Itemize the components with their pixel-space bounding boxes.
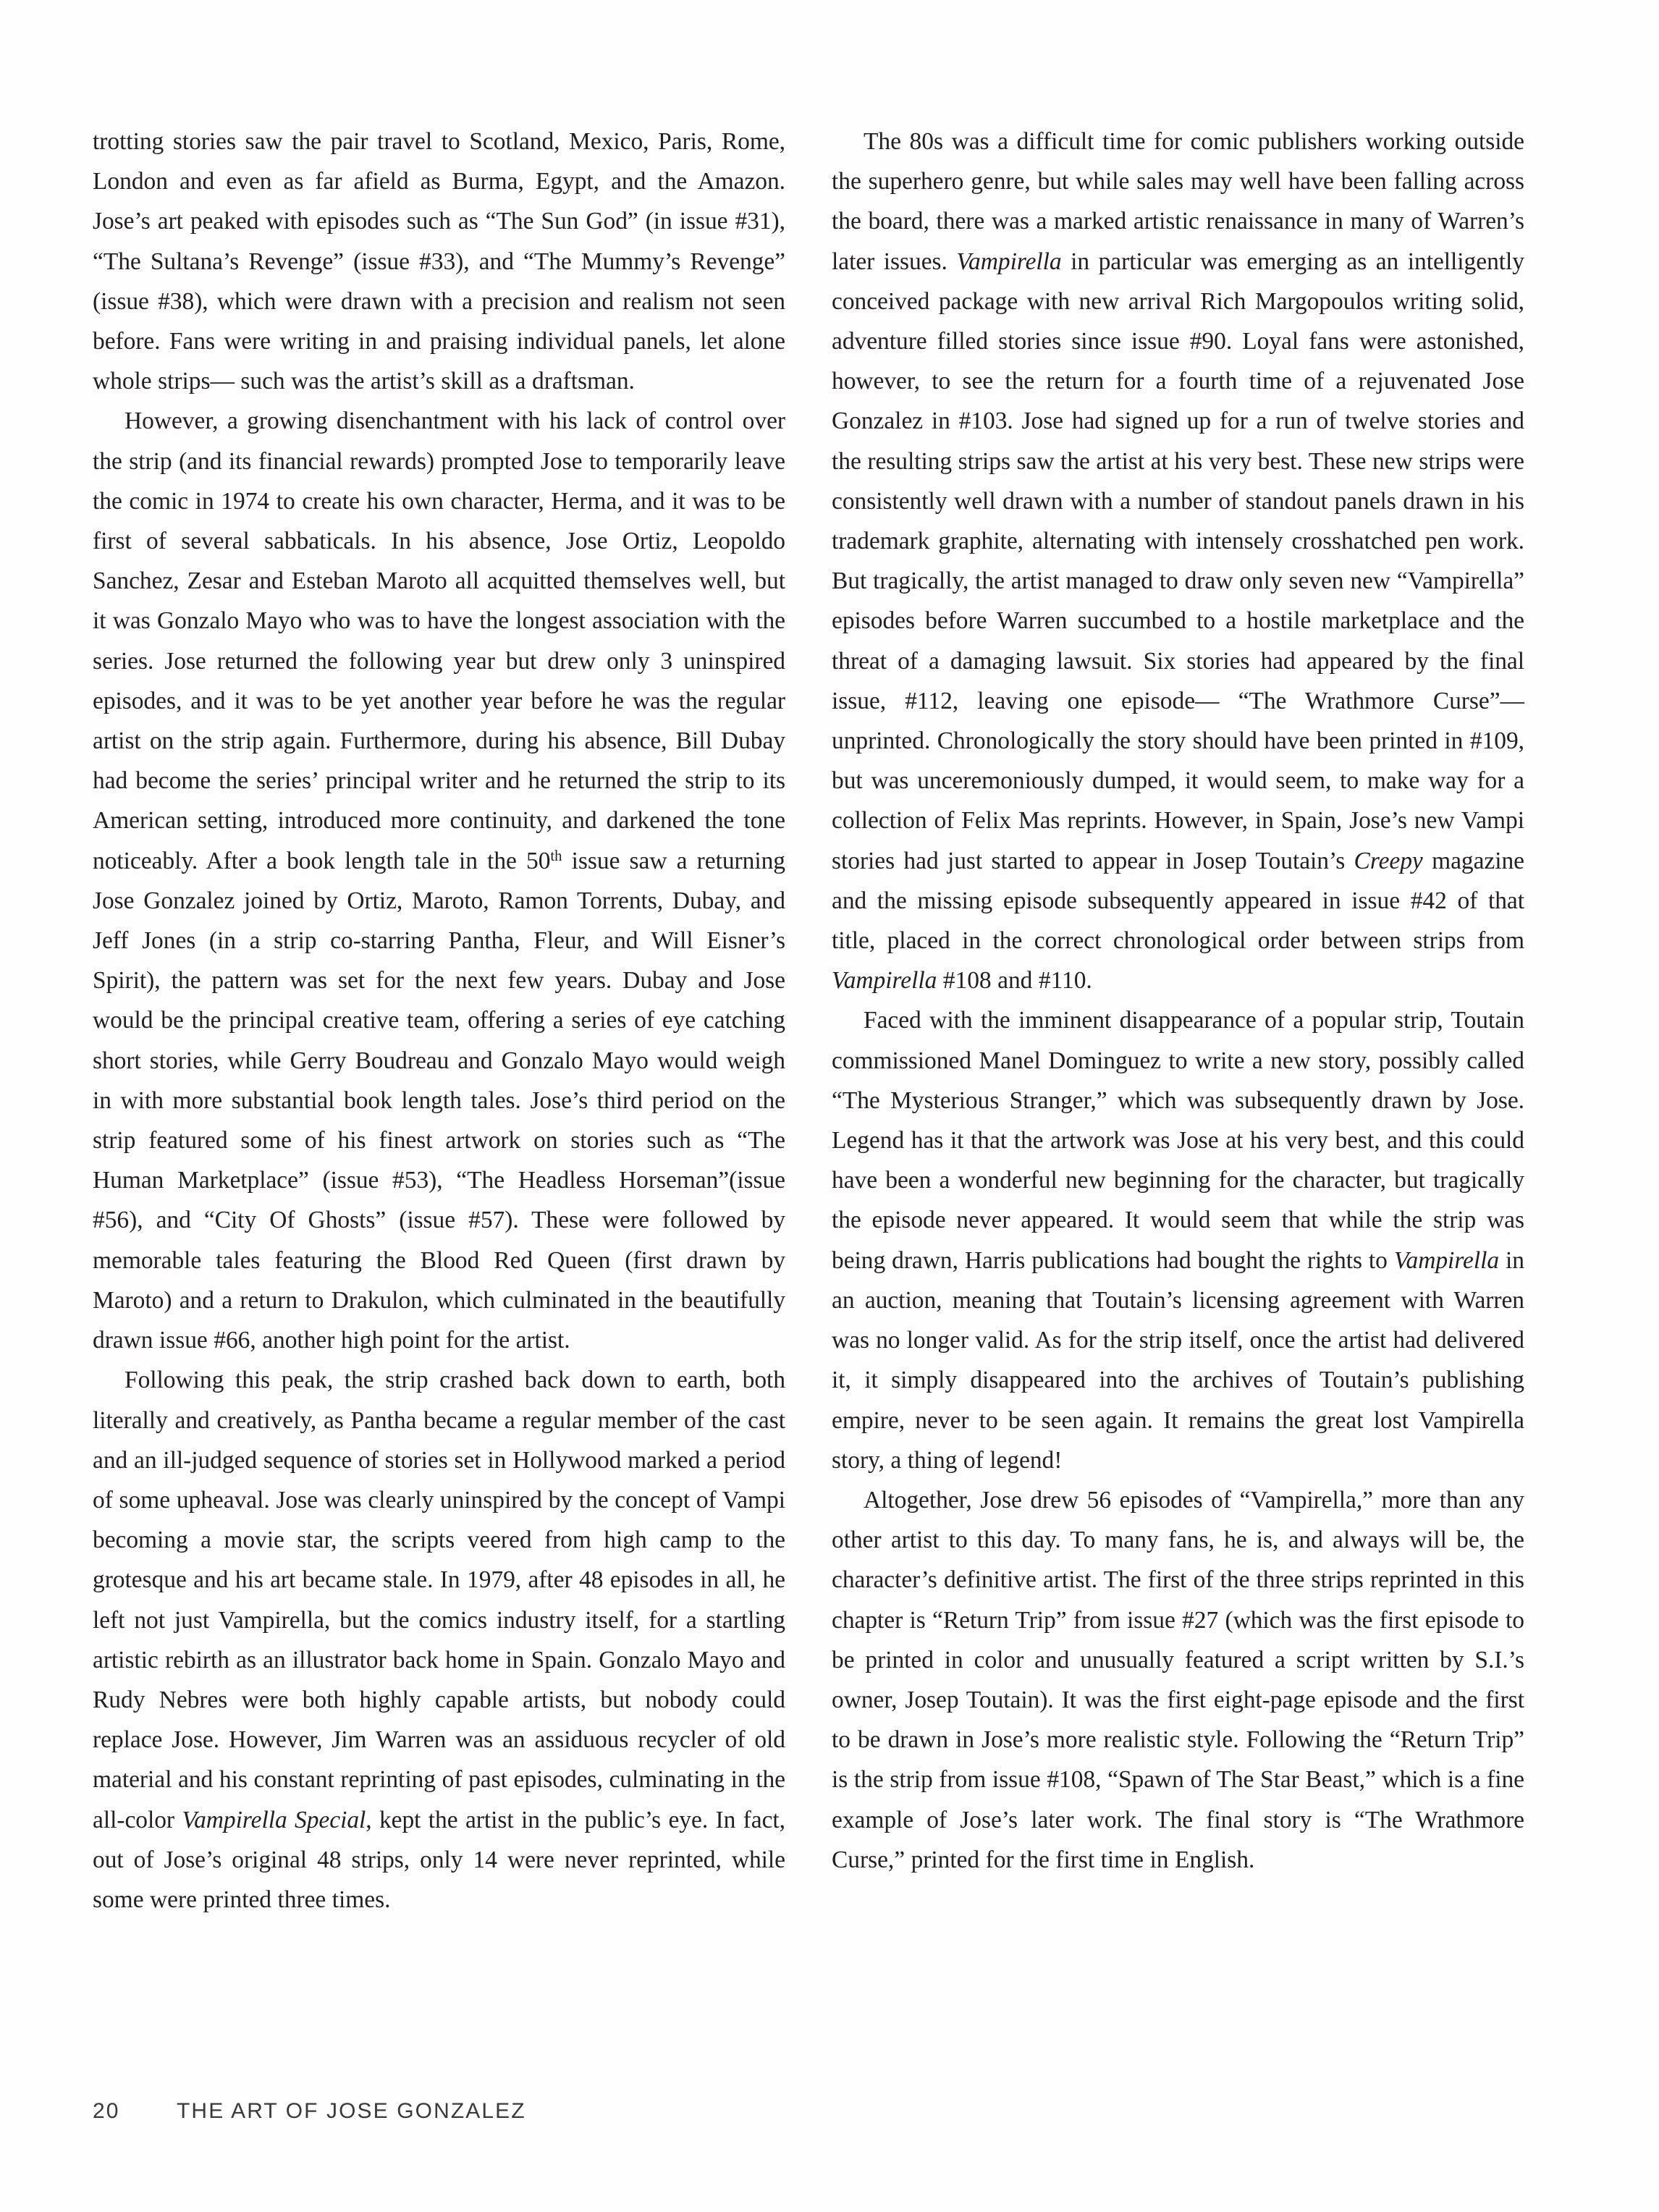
text-body: [93, 122, 1524, 1975]
italic-title: Creepy: [1354, 847, 1423, 874]
text-run: in an auction, meaning that Toutain’s licensing agreement with Warren was no longer valid. As for the strip itself, once the artist had delivered it, it simply disappeared into the archives of Toutain’s publishing empire, never to be seen again. It remains the great lost Vampirella story, a thing of legend!: [832, 1246, 1525, 1474]
ordinal-suffix: th: [550, 847, 562, 864]
text-run: However, a growing disenchantment with his lack of control over the strip (and its financial rewards) prompted Jose to temporarily leave the comic in 1974 to create his own character, Herma, and it was to be first of several sabbaticals. In his absence, Jose Ortiz, Leopoldo Sanchez, Zesar and Esteban Maroto all acquitted themselves well, but it was Gonzalo Mayo who was to have the longest association with the series. Jose returned the following year but drew only 3 uninspired episodes, and it was to be yet another year before he was the regular artist on the strip again. Furthermore, during his absence, Bill Dubay had become the series’ principal writer and he returned the strip to its American setting, introduced more continuity, and darkened the tone noticeably. After a book length tale in the 50: [93, 408, 785, 874]
text-run: issue saw a returning Jose Gonzalez joined by Ortiz, Maroto, Ramon Torrents, Dubay, and Jeff Jones (in a strip co-starring Pantha, Fleur, and Will Eisner’s Spirit), the pattern was set for the next few years. Dubay and Jose would be the principal creative team, offering a series of eye catching short stories, while Gerry Boudreau and Gonzalo Mayo would weigh in with more substantial book length tales. Jose’s third period on the strip featured some of his finest artwork on stories such as “The Human Marketplace” (issue #53), “The Headless Horseman”(issue #56), and “City Of Ghosts” (issue #57). These were followed by memorable tales featuring the Blood Red Queen (first drawn by Maroto) and a return to Drakulon, which culminated in the beautifully drawn issue #66, another high point for the artist.: [93, 847, 785, 1354]
paragraph: [93, 1360, 785, 1920]
page-footer: [93, 2099, 526, 2124]
running-title: THE ART OF JOSE GONZALEZ: [177, 2099, 526, 2123]
right-text-column: [832, 122, 1524, 1880]
italic-title: Vampirella: [832, 967, 937, 995]
text-run: trotting stories saw the pair travel to Scotland, Mexico, Paris, Rome, London and even as far afield as Burma, Egypt, and the Amazon. Jose’s art peaked with episodes such as “The Sun God” (in issue #31), “The Sultana’s Revenge” (issue #33), and “The Mummy’s Revenge” (issue #38), which were drawn with a precision and realism not seen before. Fans were writing in and praising individual panels, let alone whole strips— such was the artist’s skill as a draftsman.: [93, 128, 785, 395]
text-run: Faced with the imminent disappearance of a popular strip, Toutain commissioned Manel Dominguez to write a new story, possibly called “The Mysterious Stranger,” which was subsequently drawn by Jose. Legend has it that the artwork was Jose at his very best, and this could have been a wonderful new beginning for the character, but tragically the episode never appeared. It would seem that while the strip was being drawn, Harris publications had bought the rights to: [832, 1007, 1524, 1274]
text-run: #108 and #110.: [937, 967, 1092, 995]
page-number: 20: [93, 2099, 120, 2123]
paragraph: [93, 401, 785, 1360]
paragraph: [93, 122, 785, 401]
paragraph: [832, 122, 1524, 1000]
text-run: Following this peak, the strip crashed back down to earth, both literally and creatively, as Pantha became a regular member of the cast and an ill-judged sequence of stories set in Hollywood marked a period of some upheaval. Jose was clearly uninspired by the concept of Vampi becoming a movie star, the scripts veered from high camp to the grotesque and his art became stale. In 1979, after 48 episodes in all, he left not just Vampirella, but the comics industry itself, for a startling artistic rebirth as an illustrator back home in Spain. Gonzalo Mayo and Rudy Nebres were both highly capable artists, but nobody could replace Jose. However, Jim Warren was an assiduous recycler of old material and his constant reprinting of past episodes, culminating in the all-color: [93, 1367, 785, 1833]
paragraph: [832, 1480, 1524, 1880]
text-run: Altogether, Jose drew 56 episodes of “Vampirella,” more than any other artist to this day. To many fans, he is, and always will be, the character’s definitive artist. The first of the three strips reprinted in this chapter is “Return Trip” from issue #27 (which was the first episode to be printed in color and unusually featured a script written by S.I.’s owner, Josep Toutain). It was the first eight-page episode and the first to be drawn in Jose’s more realistic style. Following the “Return Trip” is the strip from issue #108, “Spawn of The Star Beast,” which is a fine example of Jose’s later work. The final story is “The Wrathmore Curse,” printed for the first time in English.: [832, 1486, 1524, 1873]
left-text-column: [93, 122, 785, 1920]
text-run: in particular was emerging as an intelligently conceived package with new arrival Rich Margopoulos writing solid, adventure filled stories since issue #90. Loyal fans were astonished, however, to see the return for a fourth time of a rejuvenated Jose Gonzalez in #103. Jose had signed up for a run of twelve stories and the resulting strips saw the artist at his very best. These new strips were consistently well drawn with a number of standout panels drawn in his trademark graphite, alternating with intensely crosshatched pen work. But tragically, the artist managed to draw only seven new “Vampirella” episodes before Warren succumbed to a hostile marketplace and the threat of a damaging lawsuit. Six stories had appeared by the final issue, #112, leaving one episode— “The Wrathmore Curse”— unprinted. Chronologically the story should have been printed in #109, but was unceremoniously dumped, it would seem, to make way for a collection of Felix Mas reprints. However, in Spain, Jose’s new Vampi stories had just started to appear in Josep Toutain’s: [832, 248, 1524, 874]
text-run: , kept the artist in the public’s eye. In fact, out of Jose’s original 48 strips, only 14 were never reprinted, while some were printed three times.: [93, 1806, 785, 1913]
italic-title: Vampirella: [956, 248, 1062, 275]
text-run: magazine and the missing episode subsequently appeared in issue #42 of that title, placed in the correct chronological order between strips from: [832, 847, 1525, 955]
italic-title: Vampirella: [1393, 1246, 1500, 1274]
italic-title: Vampirella Special: [182, 1806, 366, 1833]
text-run: The 80s was a difficult time for comic publishers working outside the superhero genre, but while sales may well have been falling across the board, there was a marked artistic renaissance in many of Warren’s later issues.: [832, 128, 1524, 275]
paragraph: [832, 1000, 1524, 1479]
